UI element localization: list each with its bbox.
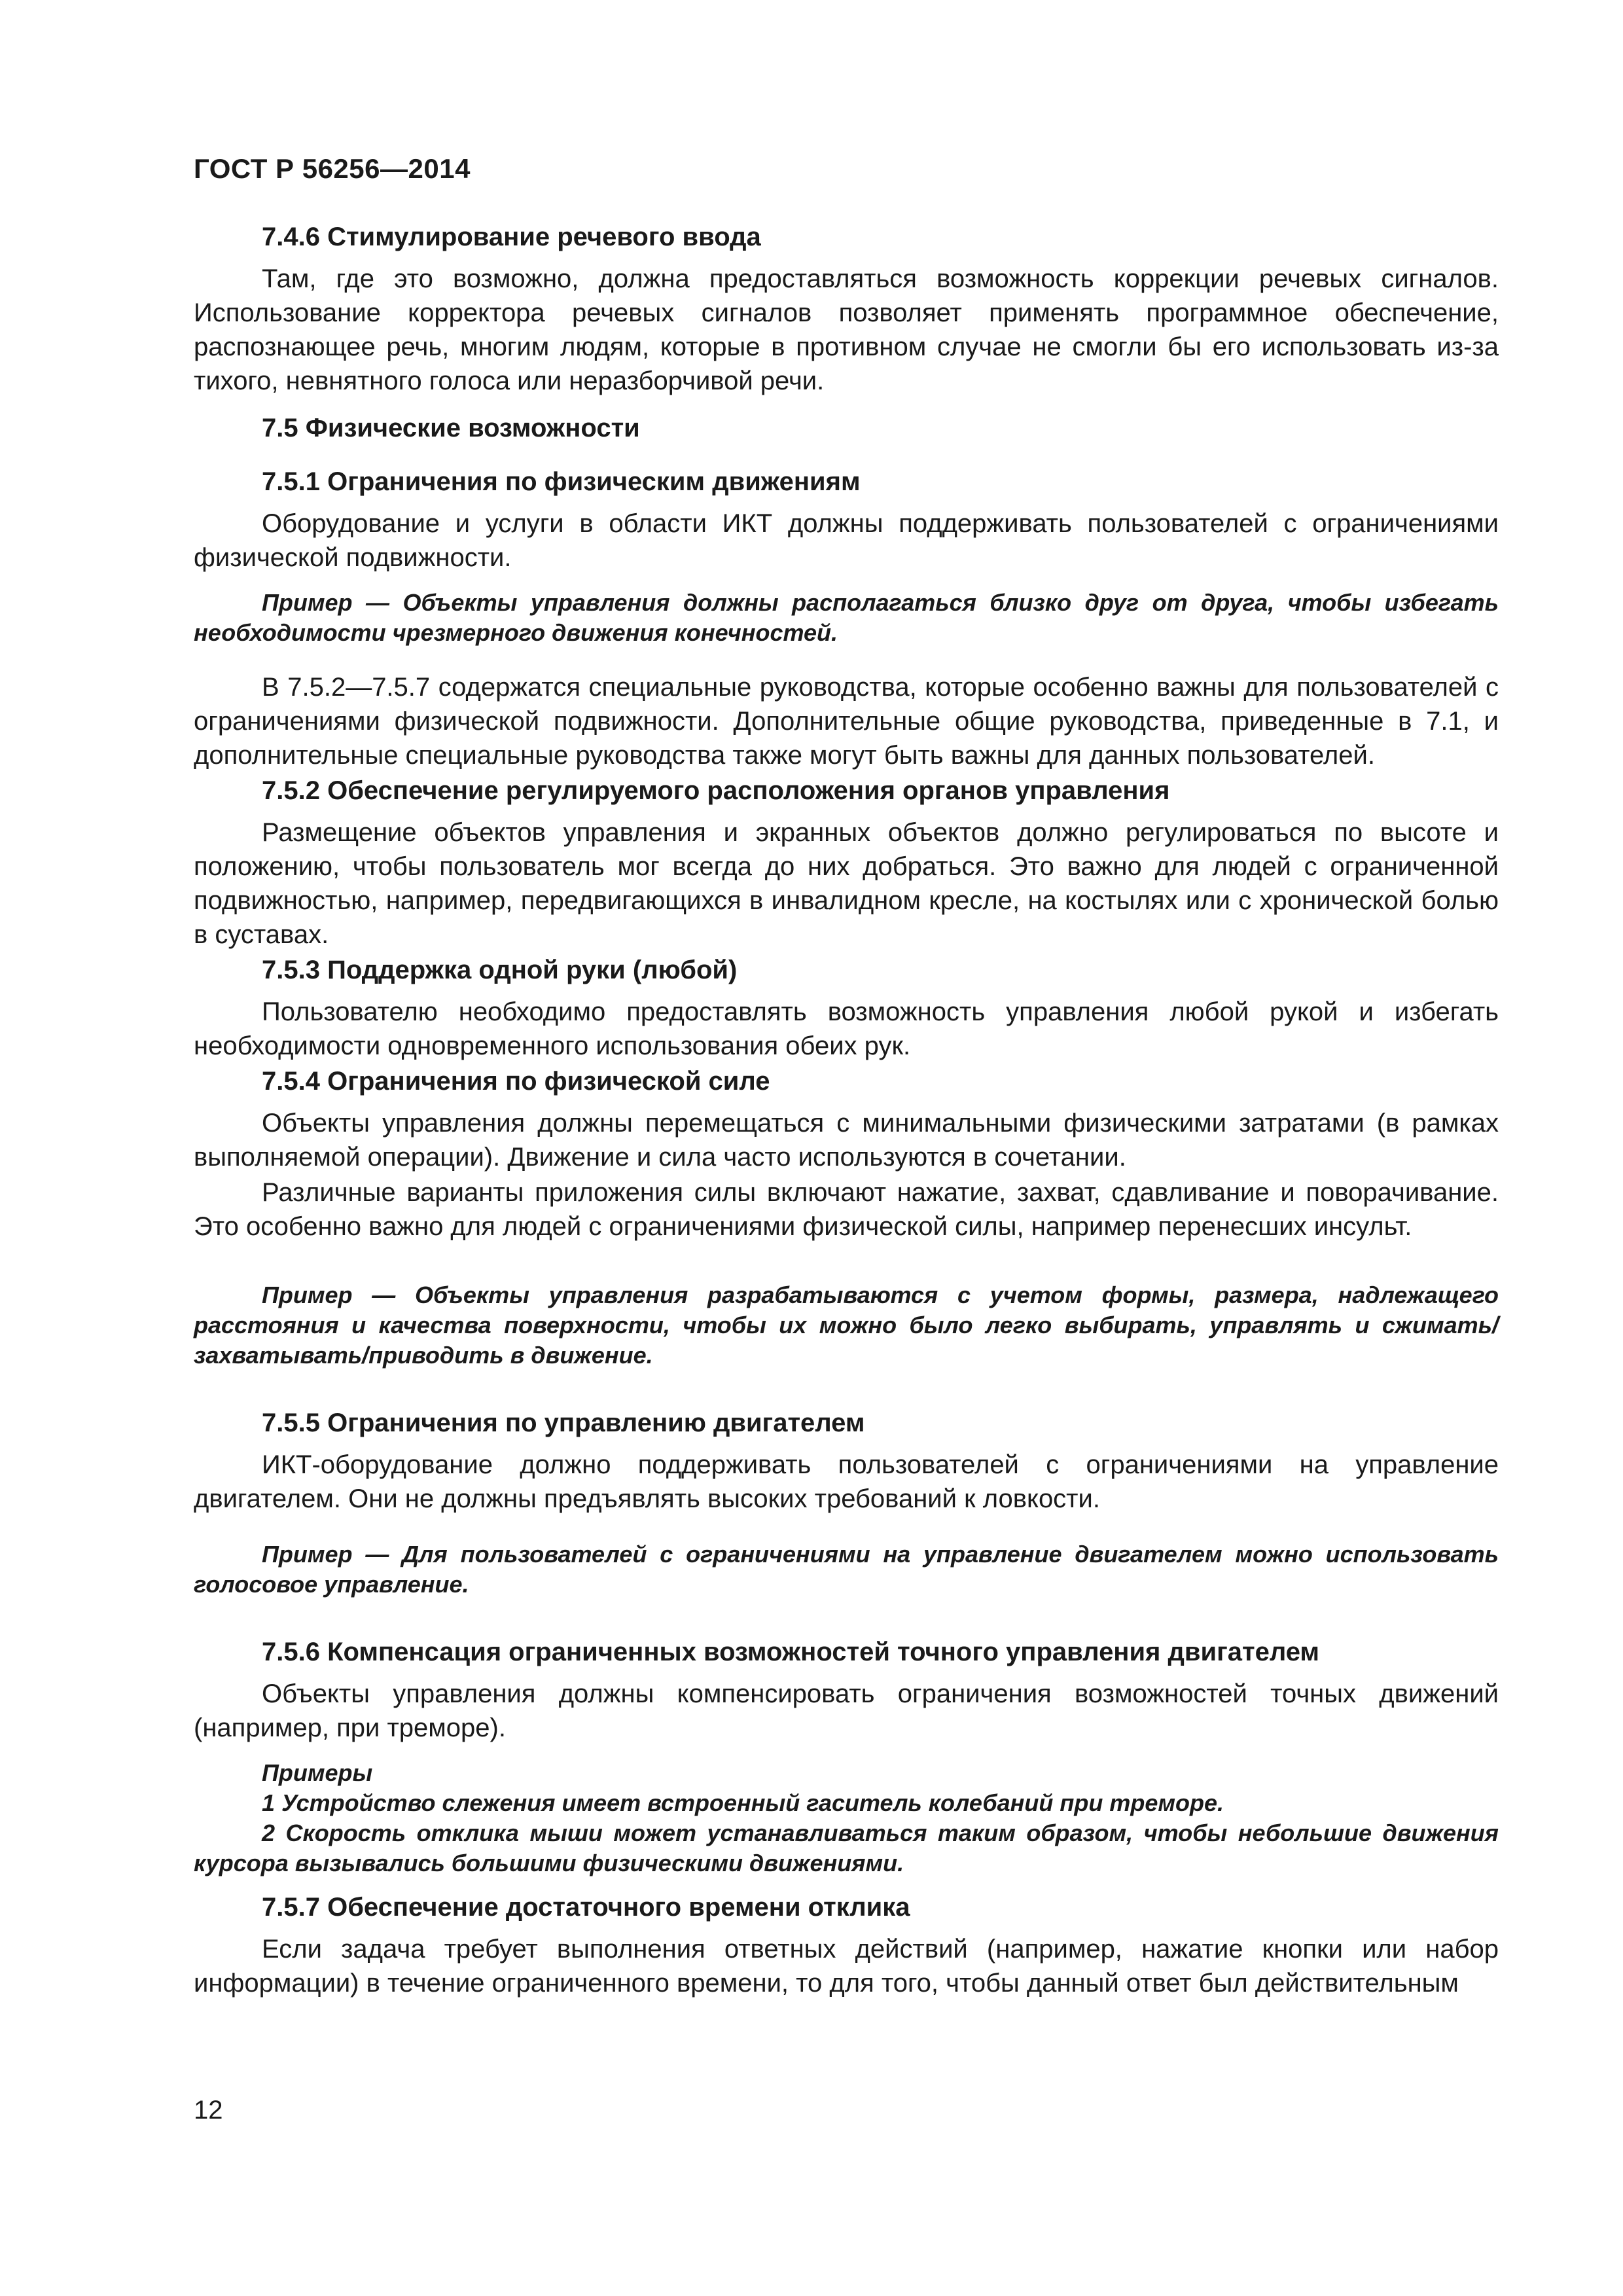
paragraph-adjustable-placement: Размещение объектов управления и экранных объектов должно регулироваться по высоте и положению, чтобы пользователь мог всегда до них добраться. Это важно для людей с ограниченной подвижностью, например, передвигающихся в инвалидном кресле, на костылях или с хронической болью в суставах. [194, 818, 1499, 949]
paragraph-fine-motor-compensation: Объекты управления должны компенсировать ограничения возможностей точных движений (например, при треморе). [194, 1679, 1499, 1742]
page-body [194, 220, 1499, 2001]
section-heading-7-5-6: 7.5.6 Компенсация ограниченных возможностей точного управления двигателем [262, 1638, 1320, 1666]
section-heading-7-4-6: 7.4.6 Стимулирование речевого ввода [262, 223, 761, 251]
paragraph-speech-correction: Там, где это возможно, должна предоставляться возможность коррекции речевых сигналов. Использование корректора речевых сигналов позволяет применять программное обеспечение, распознающее речь, многим людям, которые в противном случае не смогли бы его использовать из-за тихого, невнятного голоса или неразборчивой речи. [194, 264, 1499, 395]
section-heading-7-5-7: 7.5.7 Обеспечение достаточного времени отклика [262, 1893, 910, 1922]
paragraph-response-time: Если задача требует выполнения ответных действий (например, нажатие кнопки или набор информации) в течение ограниченного времени, то для того, чтобы данный ответ был действительным [194, 1935, 1499, 1998]
examples-label: Примеры [262, 1759, 373, 1786]
paragraph-special-guidelines: В 7.5.2—7.5.7 содержатся специальные руководства, которые особенно важны для пользователей с ограничениями физической подвижности. Дополнительные общие руководства, приведенные в 7.1, и дополнительные специальные руководства также могут быть важны для данных пользователей. [194, 673, 1499, 770]
paragraph-physical-mobility: Оборудование и услуги в области ИКТ должны поддерживать пользователей с ограничениями физической подвижности. [194, 509, 1499, 572]
example-note-control-design: Пример — Объекты управления разрабатываются с учетом формы, размера, надлежащего расстояния и качества поверхности, чтобы их можно было легко выбирать, управлять и сжимать/захватывать/приводить в движение. [194, 1282, 1499, 1369]
document-code-header: ГОСТ Р 56256—2014 [194, 153, 471, 184]
section-heading-7-5-3: 7.5.3 Поддержка одной руки (любой) [262, 956, 738, 984]
section-heading-7-5-2: 7.5.2 Обеспечение регулируемого расположения органов управления [262, 776, 1170, 805]
example-item-2: 2 Скорость отклика мыши может устанавливаться таким образом, чтобы небольшие движения курсора вызывались большими физическими движениями. [194, 1820, 1499, 1876]
page-number: 12 [194, 2096, 223, 2125]
paragraph-one-hand: Пользователю необходимо предоставлять возможность управления любой рукой и избегать необходимости одновременного использования обеих рук. [194, 997, 1499, 1060]
section-heading-7-5-5: 7.5.5 Ограничения по управлению двигателем [262, 1408, 865, 1437]
example-item-1: 1 Устройство слежения имеет встроенный гаситель колебаний при треморе. [262, 1789, 1224, 1816]
paragraph-force-application: Различные варианты приложения силы включают нажатие, захват, сдавливание и поворачивание. Это особенно важно для людей с ограничениями физической силы, например перенесших инсульт. [194, 1178, 1499, 1241]
paragraph-motor-control: ИКТ-оборудование должно поддерживать пользователей с ограничениями на управление двигателем. Они не должны предъявлять высоких требований к ловкости. [194, 1450, 1499, 1513]
paragraph-minimal-effort: Объекты управления должны перемещаться с минимальными физическими затратами (в рамках выполняемой операции). Движение и сила часто используются в сочетании. [194, 1109, 1499, 1172]
example-note-voice-control: Пример — Для пользователей с ограничениями на управление двигателем можно использовать голосовое управление. [194, 1541, 1499, 1598]
section-heading-7-5-1: 7.5.1 Ограничения по физическим движениям [262, 467, 861, 496]
example-note-controls-close: Пример — Объекты управления должны располагаться близко друг от друга, чтобы избегать необходимости чрезмерного движения конечностей. [194, 589, 1499, 646]
section-heading-7-5: 7.5 Физические возможности [262, 414, 640, 442]
section-heading-7-5-4: 7.5.4 Ограничения по физической силе [262, 1067, 770, 1096]
